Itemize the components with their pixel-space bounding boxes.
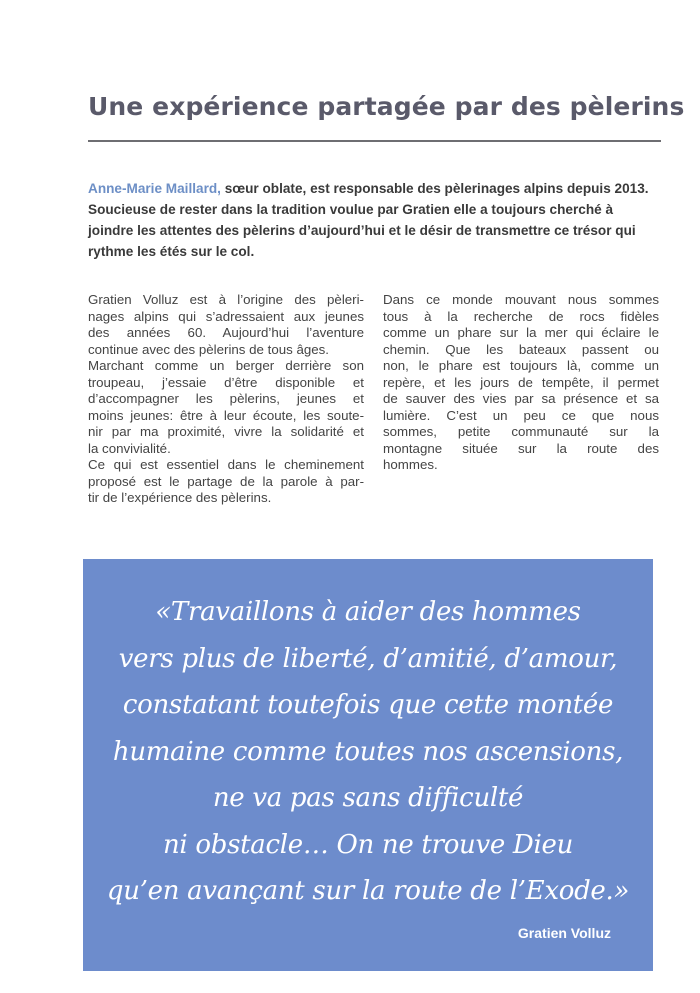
left-column-line: proposé est le partage de la parole à par-	[88, 473, 364, 489]
quote-line: vers plus de liberté, d’amitié, d’amour,	[118, 643, 618, 674]
right-column-line: repère, et les jours de tempête, il permet	[383, 374, 659, 390]
article-title: Une expérience partagée par des pèlerins	[88, 92, 685, 121]
right-column-line: de sauver des vies par sa présence et sa	[383, 391, 659, 406]
left-column-line: continue avec des pèlerins de tous âges.	[88, 341, 329, 357]
right-column-line: tous à la recherche de rocs fidèles	[383, 308, 659, 324]
right-column-line: lumière. C’est un peu ce que nous	[383, 407, 659, 423]
quote-line: ni obstacle… On ne trouve Dieu	[162, 829, 574, 860]
quote-line: ne va pas sans difficulté	[212, 783, 524, 813]
quote-line: humaine comme toutes nos ascensions,	[112, 736, 624, 767]
right-column-line: hommes.	[383, 457, 438, 472]
left-column-line: Ce qui est essentiel dans le cheminement	[88, 457, 364, 472]
intro-paragraph	[88, 178, 661, 262]
quote-line: «Travaillons à aider des hommes	[155, 597, 581, 627]
intro-line-4: rythme les étés sur le col.	[88, 244, 255, 259]
left-column-line: Gratien Volluz est à l’origine des pèleri-	[88, 292, 364, 307]
intro-line-1-text: sœur oblate, est responsable des pèlerinages alpins depuis 2013.	[220, 181, 649, 196]
left-column-line: moins jeunes: être à leur écoute, les soute-	[88, 407, 364, 423]
left-column	[88, 292, 364, 507]
quote-line: constatant toutefois que cette montée	[122, 690, 614, 720]
quote-text	[83, 589, 653, 915]
left-column-line: d’accompagner les pèlerins, jeunes et	[88, 391, 364, 406]
right-column-line: chemin. Que les bateaux passent ou	[383, 341, 659, 357]
right-column-line: montagne située sur la route des	[383, 440, 659, 456]
right-column-line: non, le phare est toujours là, comme un	[383, 358, 659, 373]
right-column-line: Dans ce monde mouvant nous sommes	[383, 292, 659, 307]
intro-line-2: Soucieuse de rester dans la tradition voulue par Gratien elle a toujours cherché à	[88, 202, 614, 217]
left-column-line: nages alpins qui s’adressaient aux jeunes	[88, 308, 364, 324]
intro-line-3: joindre les attentes des pèlerins d’aujourd’hui et le désir de transmettre ce trésor qui	[88, 223, 636, 238]
title-divider	[88, 140, 661, 142]
left-column-line: Marchant comme un berger derrière son	[88, 358, 364, 373]
left-column-line: la convivialité.	[88, 440, 171, 456]
left-column-line: nir par ma proximité, vivre la solidarité et	[88, 424, 364, 439]
intro-line-1	[88, 178, 661, 199]
quote-author: Gratien Volluz	[517, 925, 611, 941]
quote-line: qu’en avançant sur la route de l’Exode.»	[106, 876, 630, 906]
left-column-line: tir de l’expérience des pèlerins.	[88, 490, 272, 505]
intro-author-name: Anne-Marie Maillard,	[88, 181, 221, 196]
quote-box	[83, 559, 653, 971]
left-column-line: des années 60. Aujourd’hui l’aventure	[88, 325, 364, 340]
right-column-line: comme un phare sur la mer qui éclaire le	[383, 325, 659, 340]
left-column-line: troupeau, j’essaie d’être disponible et	[88, 374, 364, 390]
right-column-line: sommes, petite communauté sur la	[383, 424, 659, 439]
right-column	[383, 292, 659, 474]
